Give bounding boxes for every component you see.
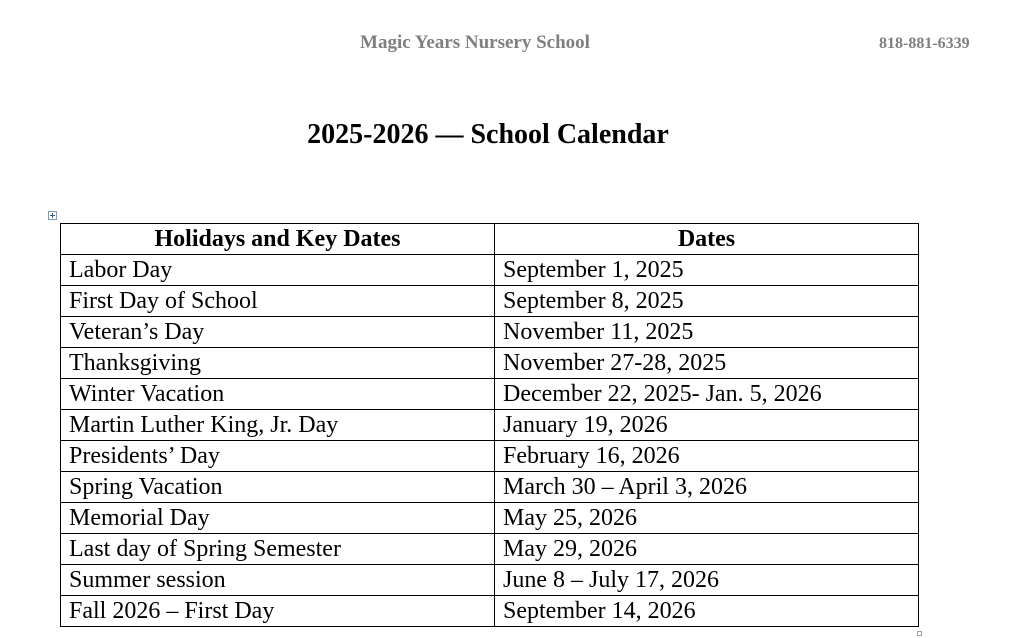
event-cell: First Day of School bbox=[61, 286, 495, 317]
event-cell: Memorial Day bbox=[61, 503, 495, 534]
date-cell: September 8, 2025 bbox=[495, 286, 919, 317]
page-title: 2025-2026 — School Calendar bbox=[307, 119, 669, 150]
table-row bbox=[61, 348, 919, 379]
date-cell: June 8 – July 17, 2026 bbox=[495, 565, 919, 596]
event-cell: Presidents’ Day bbox=[61, 441, 495, 472]
date-cell: January 19, 2026 bbox=[495, 410, 919, 441]
event-cell: Summer session bbox=[61, 565, 495, 596]
table-row bbox=[61, 472, 919, 503]
event-cell: Fall 2026 – First Day bbox=[61, 596, 495, 627]
table-row bbox=[61, 286, 919, 317]
table-row bbox=[61, 441, 919, 472]
date-cell: September 14, 2026 bbox=[495, 596, 919, 627]
event-cell: Winter Vacation bbox=[61, 379, 495, 410]
table-row bbox=[61, 534, 919, 565]
event-cell: Martin Luther King, Jr. Day bbox=[61, 410, 495, 441]
table-row bbox=[61, 255, 919, 286]
school-name: Magic Years Nursery School bbox=[360, 32, 590, 53]
table-row bbox=[61, 379, 919, 410]
date-cell: November 27-28, 2025 bbox=[495, 348, 919, 379]
date-cell: December 22, 2025- Jan. 5, 2026 bbox=[495, 379, 919, 410]
event-cell: Veteran’s Day bbox=[61, 317, 495, 348]
table-row bbox=[61, 410, 919, 441]
table-move-handle-icon[interactable] bbox=[48, 211, 57, 220]
date-cell: November 11, 2025 bbox=[495, 317, 919, 348]
column-header-holidays: Holidays and Key Dates bbox=[61, 224, 495, 255]
table-row bbox=[61, 503, 919, 534]
date-cell: May 25, 2026 bbox=[495, 503, 919, 534]
event-cell: Last day of Spring Semester bbox=[61, 534, 495, 565]
date-cell: February 16, 2026 bbox=[495, 441, 919, 472]
date-cell: March 30 – April 3, 2026 bbox=[495, 472, 919, 503]
calendar-table bbox=[60, 223, 919, 627]
phone-number: 818-881-6339 bbox=[879, 35, 970, 52]
table-row bbox=[61, 317, 919, 348]
table-row bbox=[61, 565, 919, 596]
event-cell: Thanksgiving bbox=[61, 348, 495, 379]
date-cell: May 29, 2026 bbox=[495, 534, 919, 565]
table-resize-handle[interactable] bbox=[917, 631, 922, 636]
table-row bbox=[61, 596, 919, 627]
event-cell: Spring Vacation bbox=[61, 472, 495, 503]
date-cell: September 1, 2025 bbox=[495, 255, 919, 286]
table-header-row bbox=[61, 224, 919, 255]
event-cell: Labor Day bbox=[61, 255, 495, 286]
column-header-dates: Dates bbox=[495, 224, 919, 255]
